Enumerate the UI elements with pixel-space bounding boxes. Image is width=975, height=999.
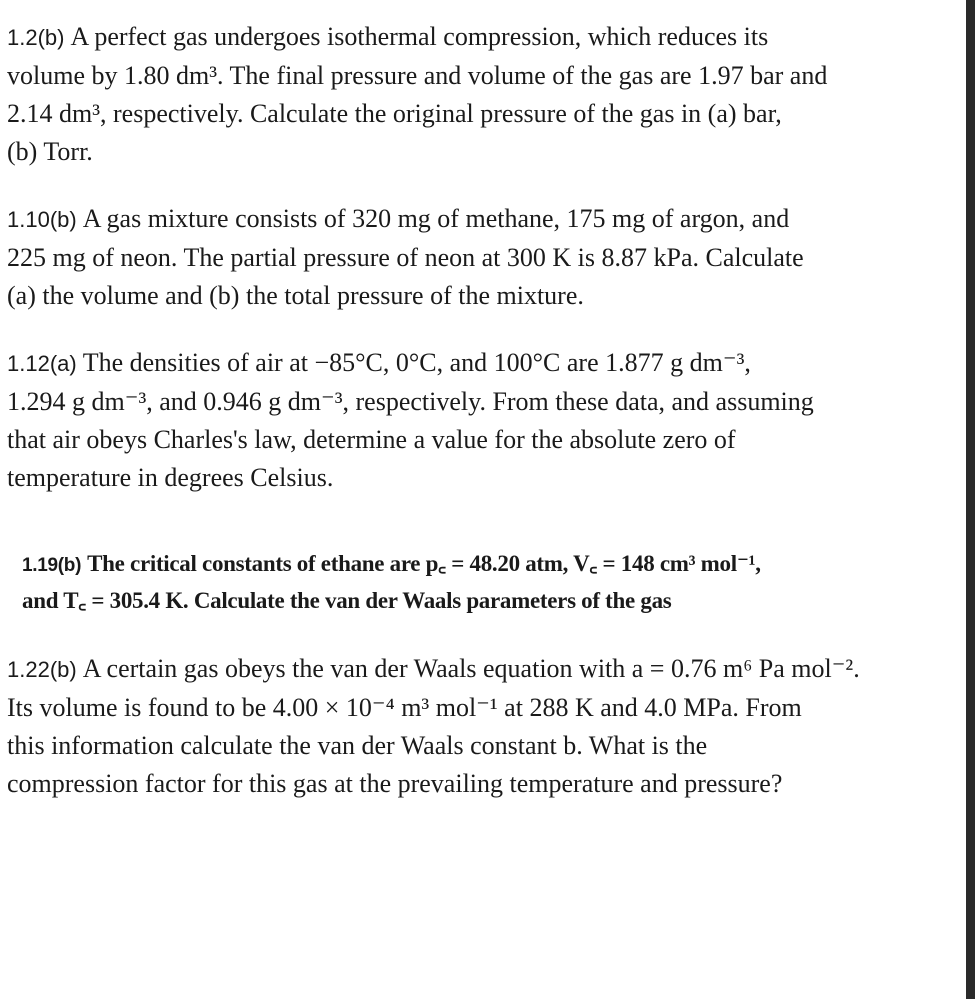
problem-number: 1.10(b) (7, 207, 77, 232)
problem-line: (a) the volume and (b) the total pressure of the mixture. (7, 281, 584, 310)
problem-1-19b (22, 546, 967, 618)
problem-number: 1.22(b) (7, 657, 77, 682)
problem-line: Its volume is found to be 4.00 × 10⁻⁴ m³ mol⁻¹ at 288 K and 4.0 MPa. From (7, 693, 802, 722)
problem-line: 1.2(b) A perfect gas undergoes isothermal compression, which reduces its (7, 22, 769, 51)
problem-line: (b) Torr. (7, 137, 93, 166)
problem-number: 1.2(b) (7, 25, 65, 50)
problem-line: that air obeys Charles's law, determine a value for the absolute zero of (7, 425, 736, 454)
problem-1-22b (7, 650, 952, 803)
problem-line: this information calculate the van der Waals constant b. What is the (7, 731, 708, 760)
problem-1-10b (7, 200, 952, 315)
problem-line: temperature in degrees Celsius. (7, 463, 334, 492)
problem-1-12a (7, 344, 952, 497)
problem-number: 1.19(b) (22, 555, 82, 576)
problem-line: 1.19(b) The critical constants of ethane are p꜀ = 48.20 atm, V꜀ = 148 cm³ mol⁻¹, (22, 551, 761, 576)
problem-number: 1.12(a) (7, 351, 77, 376)
problem-1-2b (7, 18, 952, 171)
problem-line: 1.12(a) The densities of air at −85°C, 0°C, and 100°C are 1.877 g dm⁻³, (7, 348, 751, 377)
problem-line: 1.294 g dm⁻³, and 0.946 g dm⁻³, respectively. From these data, and assuming (7, 387, 814, 416)
problem-line: 2.14 dm³, respectively. Calculate the original pressure of the gas in (a) bar, (7, 99, 782, 128)
problem-line: and T꜀ = 305.4 K. Calculate the van der Waals parameters of the gas (22, 588, 672, 613)
problem-line: 1.22(b) A certain gas obeys the van der Waals equation with a = 0.76 m⁶ Pa mol⁻². (7, 654, 860, 683)
problem-line: 1.10(b) A gas mixture consists of 320 mg of methane, 175 mg of argon, and (7, 204, 790, 233)
problem-line: 225 mg of neon. The partial pressure of neon at 300 K is 8.87 kPa. Calculate (7, 243, 804, 272)
problem-line: volume by 1.80 dm³. The final pressure and volume of the gas are 1.97 bar and (7, 61, 828, 90)
page-edge-shadow (966, 0, 975, 999)
problem-line: compression factor for this gas at the prevailing temperature and pressure? (7, 769, 783, 798)
